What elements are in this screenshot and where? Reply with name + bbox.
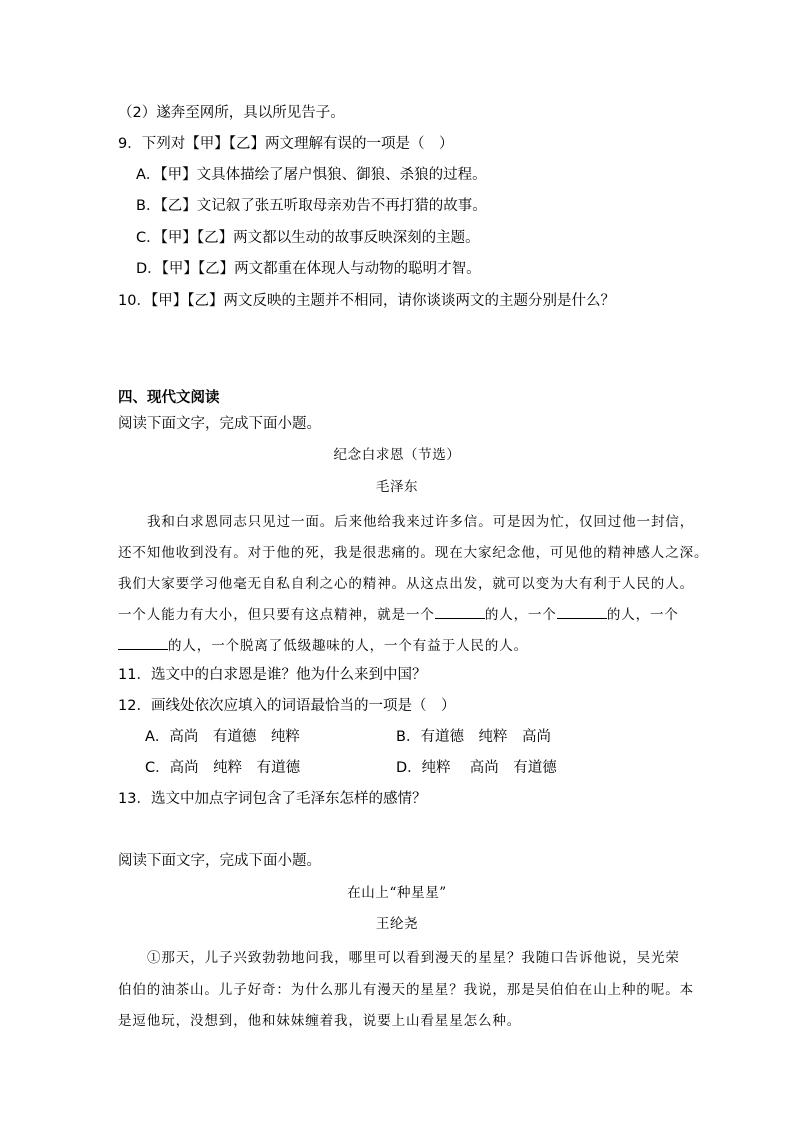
passage-2-line: 伯伯的油茶山。儿子好奇：为什么那儿有漫天的星星？我说，那是吴伯伯在山上种的呢。本	[118, 982, 694, 998]
fill-blank[interactable]	[557, 604, 607, 619]
passage-line: 还不知他收到没有。对于他的死，我是很悲痛的。现在大家纪念他，可见他的精神感人之深。	[118, 545, 709, 561]
passage-2-author: 王纶尧	[375, 916, 419, 932]
passage-line-with-blanks	[118, 634, 528, 654]
fill-blank[interactable]	[435, 604, 485, 619]
question-13: 13．选文中加点字词包含了毛泽东怎样的感情？	[118, 791, 427, 807]
passage-line: 我们大家要学习他毫无自私自利之心的精神。从这点出发，就可以变为大有利于人民的人。	[118, 576, 694, 592]
translation-item: （2）遂奔至网所，具以所见告子。	[118, 105, 345, 121]
passage-text: 一个人能力有大小，但只要有这点精神，就是一个	[118, 607, 435, 623]
question-9-option-a: A．【甲】文具体描绘了屠户惧狼、御狼、杀狼的过程。	[136, 167, 487, 183]
passage-author: 毛泽东	[375, 479, 419, 495]
passage-line: 我和白求恩同志只见过一面。后来他给我来过许多信。可是因为忙，仅回过他一封信，	[147, 514, 695, 530]
passage-text: 的人，一个	[606, 607, 679, 623]
passage-2-title: 在山上“种星星”	[347, 885, 447, 901]
passage-text: 的人，一个	[484, 607, 557, 623]
reading-instruction: 阅读下面文字，完成下面小题。	[118, 416, 321, 432]
question-11: 11．选文中的白求恩是谁？他为什么来到中国？	[118, 667, 427, 683]
question-9-option-d: D．【甲】【乙】两文都重在体现人与动物的聪明才智。	[136, 261, 481, 277]
question-10: 10．【甲】【乙】两文反映的主题并不相同，请你谈谈两文的主题分别是什么？	[118, 293, 615, 309]
passage-2-line: ①那天，儿子兴致勃勃地问我，哪里可以看到漫天的星星？我随口告诉他说，吴光荣	[147, 950, 680, 966]
reading-instruction-2: 阅读下面文字，完成下面小题。	[118, 853, 321, 869]
section-heading: 四、现代文阅读	[118, 390, 220, 406]
fill-blank[interactable]	[118, 635, 168, 650]
question-12-option-a: A．高尚 有道德 纯粹	[145, 729, 300, 745]
question-9-option-b: B．【乙】文记叙了张五听取母亲劝告不再打猎的故事。	[136, 198, 487, 214]
passage-text: 的人，一个脱离了低级趣味的人，一个有益于人民的人。	[168, 638, 528, 654]
passage-2-line: 是逗他玩，没想到，他和妹妹缠着我，说要上山看星星怎么种。	[118, 1013, 522, 1029]
question-12-option-b: B．有道德 纯粹 高尚	[396, 729, 551, 745]
question-9-option-c: C．【甲】【乙】两文都以生动的故事反映深刻的主题。	[136, 230, 480, 246]
passage-title: 纪念白求恩（节选）	[333, 447, 461, 463]
passage-line-with-blanks	[118, 603, 679, 623]
question-9-stem: 9．下列对【甲】【乙】两文理解有误的一项是（ ）	[118, 136, 454, 152]
question-12-option-d: D．纯粹 高尚 有道德	[396, 760, 557, 776]
question-12-option-c: C．高尚 纯粹 有道德	[145, 760, 301, 776]
question-12-stem: 12．画线处依次应填入的词语最恰当的一项是（ ）	[118, 698, 456, 714]
